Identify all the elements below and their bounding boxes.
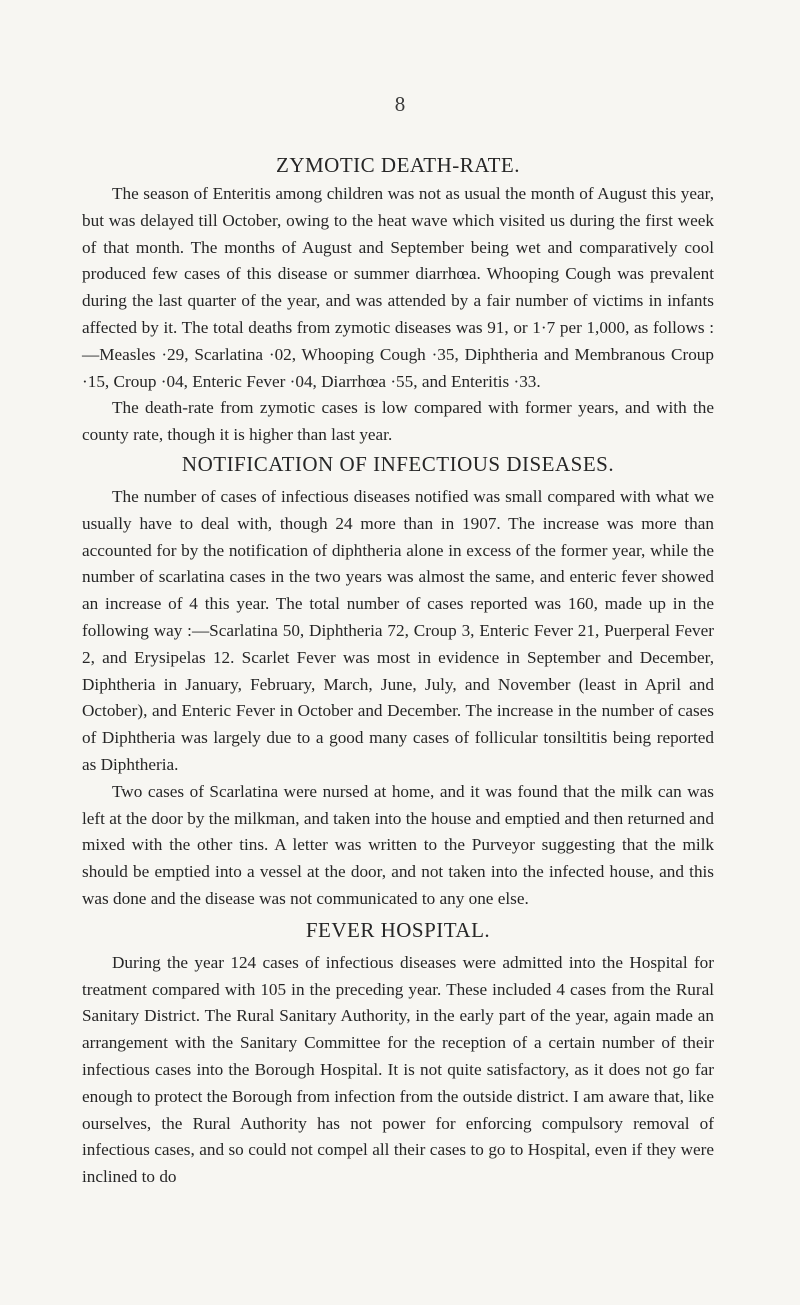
page-number: 8 [394,92,406,116]
heading-zymotic-death-rate: ZYMOTIC DEATH-RATE. [276,153,520,177]
paragraph-notification-2: Two cases of Scarlatina were nursed at home, and it was found that the milk can was left at the door by the milkman, and taken into the house and emptied and then returned and mixed with the other tins. A letter was written to the Purveyor suggesting that the milk should be emptied into a vessel at the door, and not taken into the infected house, and this was done and the disease was not communicated to any one else. [82,781,714,908]
paragraph-fever-hospital-1: During the year 124 cases of infectious diseases were admitted into the Hospital for treatment compared with 105 in the preceding year. These included 4 cases from the Rural Sanitary District. The Rural Sanitary Authority, in the early part of the year, again made an arrangement with the Sanitary Committee for the reception of a certain number of their infectious cases into the Borough Hospital. It is not quite satisfactory, as it does not go far enough to protect the Borough from infection from the outside district. I am aware that, like ourselves, the Rural Authority has not power for enforcing compulsory removal of infectious cases, and so could not compel all their cases to go to Hospital, even if they were inclined to do [82,952,714,1187]
document-body [82,152,714,1191]
paragraph-notification-1: The number of cases of infectious diseases notified was small compared with what we usually have to deal with, though 24 more than in 1907. The increase was more than accounted for by the notification of diphtheria alone in excess of the former year, while the number of scarlatina cases in the two years was almost the same, and enteric fever showed an increase of 4 this year. The total number of cases reported was 160, made up in the following way :—Scarlatina 50, Diphtheria 72, Croup 3, Enteric Fever 21, Puerperal Fever 2, and Erysipelas 12. Scarlet Fever was most in evidence in September and December, Diphtheria in January, February, March, June, July, and November (least in April and October), and Enteric Fever in October and December. The increase in the number of cases of Diphtheria was largely due to a good many cases of follicular tonsiltitis being reported as Diphtheria. [82,486,714,774]
paragraph-zymotic-1: The season of Enteritis among children was not as usual the month of August this year, but was delayed till October, owing to the heat wave which visited us during the first week of that month. The months of August and September being wet and comparatively cool produced few cases of this disease or summer diarrhœa. Whooping Cough was prevalent during the last quarter of the year, and was attended by a fair number of victims in infants affected by it. The total deaths from zymotic diseases was 91, or 1·7 per 1,000, as follows :—Measles ·29, Scarlatina ·02, Whooping Cough ·35, Diphtheria and Membranous Croup ·15, Croup ·04, Enteric Fever ·04, Diarrhœa ·55, and Enteritis ·33. [82,184,714,391]
heading-notification: NOTIFICATION OF INFECTIOUS DISEASES. [181,451,615,476]
heading-fever-hospital: FEVER HOSPITAL. [305,917,491,942]
paragraph-zymotic-2: The death-rate from zymotic cases is low compared with former years, and with the county rate, though it is higher than last year. [82,398,714,445]
